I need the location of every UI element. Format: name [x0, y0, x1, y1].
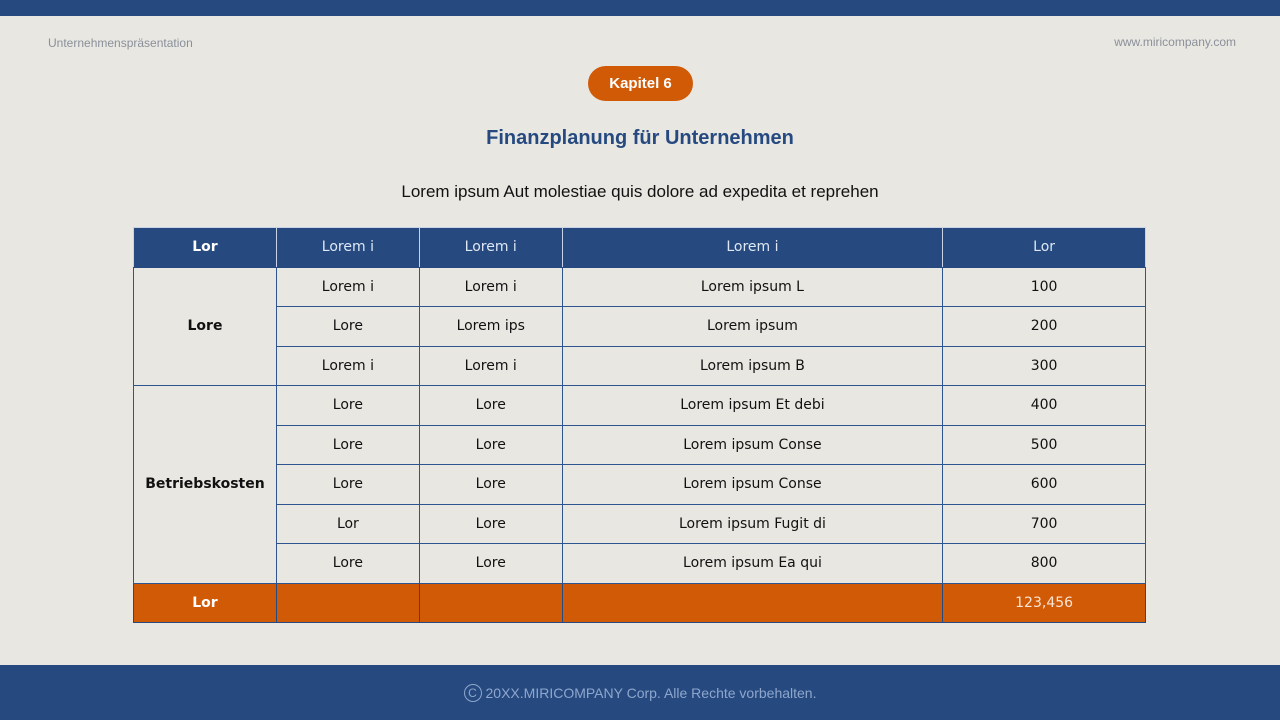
table-row [134, 386, 1146, 426]
table-cell: Lorem i [276, 346, 419, 386]
total-cell [419, 583, 562, 623]
total-cell [276, 583, 419, 623]
table-cell: Lorem ipsum B [562, 346, 943, 386]
table-cell: Lorem ips [419, 307, 562, 347]
table-cell: Lore [276, 465, 419, 505]
page-title: Finanzplanung für Unternehmen [486, 127, 794, 149]
table-row [134, 544, 1146, 584]
column-header: Lorem i [562, 228, 943, 268]
table-row [134, 465, 1146, 505]
table-cell: Lorem ipsum Et debi [562, 386, 943, 426]
table-cell: Lore [419, 465, 562, 505]
column-header: Lorem i [419, 228, 562, 268]
total-cell: Lor [134, 583, 277, 623]
table-cell: Lore [276, 544, 419, 584]
table-cell: Lor [276, 504, 419, 544]
total-cell: 123,456 [943, 583, 1146, 623]
group-label: Betriebskosten [134, 386, 277, 584]
table-row [134, 307, 1146, 347]
footer-bar [0, 665, 1280, 720]
top-bar [0, 0, 1280, 16]
table-cell: Lorem i [419, 346, 562, 386]
table-cell: Lore [419, 425, 562, 465]
copyright-icon: C [464, 684, 482, 702]
table-cell: 100 [943, 267, 1146, 307]
table-cell: Lore [419, 504, 562, 544]
chapter-badge: Kapitel 6 [588, 66, 693, 101]
total-cell [562, 583, 943, 623]
table-total-row [134, 583, 1146, 623]
table-cell: Lorem ipsum [562, 307, 943, 347]
finance-table [133, 227, 1146, 623]
table-cell: Lorem ipsum L [562, 267, 943, 307]
table-cell: Lorem ipsum Fugit di [562, 504, 943, 544]
table-cell: Lorem ipsum Conse [562, 425, 943, 465]
column-header: Lor [943, 228, 1146, 268]
table-cell: Lorem i [419, 267, 562, 307]
table-cell: 300 [943, 346, 1146, 386]
table-row [134, 425, 1146, 465]
column-header: Lor [134, 228, 277, 268]
page-subtitle: Lorem ipsum Aut molestiae quis dolore ad expedita et reprehen [401, 182, 879, 201]
table-cell: Lorem ipsum Ea qui [562, 544, 943, 584]
table-cell: Lorem ipsum Conse [562, 465, 943, 505]
presentation-label: Unternehmenspräsentation [48, 36, 193, 50]
website-link: www.miricompany.com [1114, 35, 1236, 49]
table-row [134, 504, 1146, 544]
table-cell: 500 [943, 425, 1146, 465]
table-cell: 800 [943, 544, 1146, 584]
table-cell: 200 [943, 307, 1146, 347]
group-label: Lore [134, 267, 277, 386]
table-cell: Lore [276, 307, 419, 347]
table-cell: 700 [943, 504, 1146, 544]
column-header: Lorem i [276, 228, 419, 268]
table-cell: Lorem i [276, 267, 419, 307]
table-row [134, 346, 1146, 386]
table-cell: Lore [276, 425, 419, 465]
copyright-text: 20XX.MIRICOMPANY Corp. Alle Rechte vorbehalten. [485, 684, 817, 701]
table-cell: 600 [943, 465, 1146, 505]
table-cell: Lore [419, 544, 562, 584]
table-cell: Lore [419, 386, 562, 426]
table-cell: Lore [276, 386, 419, 426]
table-cell: 400 [943, 386, 1146, 426]
table-row [134, 267, 1146, 307]
table-header-row [134, 228, 1146, 268]
